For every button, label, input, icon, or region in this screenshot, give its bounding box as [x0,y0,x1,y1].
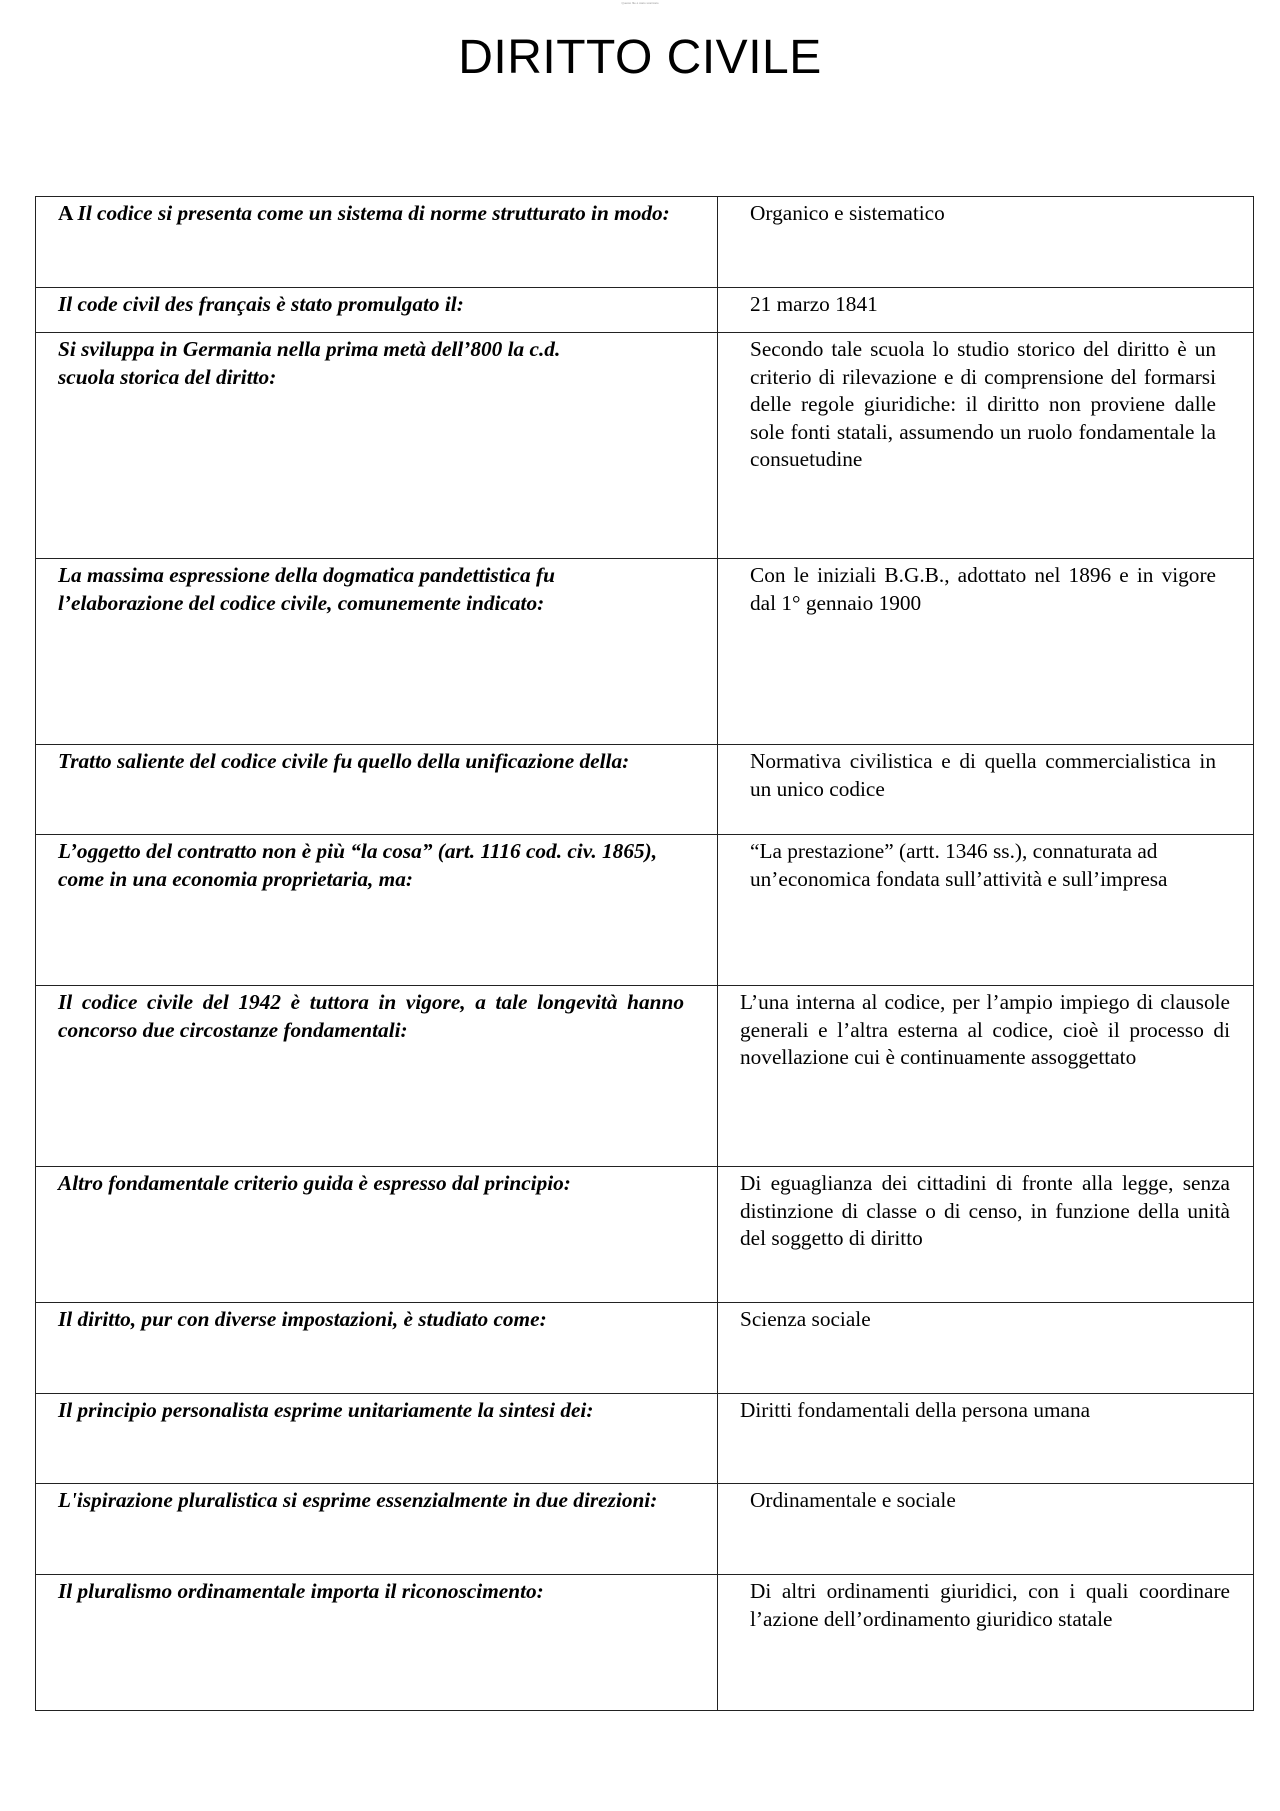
answer-cell [718,835,1254,986]
table-row [36,333,1254,559]
table-row [36,288,1254,333]
question-text: Il pluralismo ordinamentale importa il riconoscimento: [58,1579,544,1603]
table-row [36,745,1254,835]
question-prefix: A [58,201,78,225]
page-title: DIRITTO CIVILE [458,31,822,84]
answer-text: Scienza sociale [740,1307,871,1331]
question-text: Il codice civile del 1942 è tuttora in vigore, a tale longevità hanno concorso due circostanze fondamentali: [58,990,684,1042]
answer-cell [718,745,1254,835]
question-cell [36,197,718,288]
table-row [36,1167,1254,1303]
question-text: Il diritto, pur con diverse impostazioni, è studiato come: [58,1307,547,1331]
question-cell [36,1575,718,1711]
answer-cell [718,333,1254,559]
question-cell [36,1394,718,1484]
question-cell [36,288,718,333]
answer-text: Diritti fondamentali della persona umana [740,1398,1091,1422]
table-row [36,1303,1254,1394]
answer-cell [718,559,1254,745]
question-cell [36,333,718,559]
question-text: Si sviluppa in Germania nella prima metà dell’800 la c.d. scuola storica del diritto: [58,337,561,389]
answer-cell [718,1394,1254,1484]
question-cell [36,1167,718,1303]
question-text: L'ispirazione pluralistica si esprime essenzialmente in due direzioni: [58,1488,658,1512]
table-row [36,1575,1254,1711]
answer-text: Con le iniziali B.G.B., adottato nel 1896 e in vigore dal 1° gennaio 1900 [750,563,1216,615]
answer-cell [718,1484,1254,1575]
question-text: Tratto saliente del codice civile fu quello della unificazione della: [58,749,630,773]
answer-text: Di altri ordinamenti giuridici, con i quali coordinare l’azione dell’ordinamento giuridico statale [750,1579,1230,1631]
answer-cell [718,1167,1254,1303]
answer-text: L’una interna al codice, per l’ampio impiego di clausole generali e l’altra esterna al codice, cioè il processo di novellazione cui è continuamente assoggettato [740,990,1230,1069]
answer-cell [718,1303,1254,1394]
question-cell [36,559,718,745]
answer-text: “La prestazione” (artt. 1346 ss.), connaturata ad un’economica fondata sull’attività e sull’impresa [750,839,1168,891]
answer-text: Normativa civilistica e di quella commercialistica in un unico codice [750,749,1216,801]
question-cell [36,1303,718,1394]
answer-text: Di eguaglianza dei cittadini di fronte alla legge, senza distinzione di classe o di censo, in funzione della unità del soggetto di diritto [740,1171,1230,1250]
question-cell [36,986,718,1167]
answer-text: 21 marzo 1841 [750,292,878,316]
table-row [36,559,1254,745]
table-row [36,1394,1254,1484]
question-text: Il code civil des français è stato promulgato il: [58,292,464,316]
question-text: Altro fondamentale criterio guida è espresso dal principio: [58,1171,571,1195]
answer-text: Organico e sistematico [750,201,945,225]
answer-cell [718,197,1254,288]
page-header-note: Questo file è stato scaricato [621,1,659,5]
table-row [36,835,1254,986]
answer-cell [718,986,1254,1167]
answer-text: Ordinamentale e sociale [750,1488,956,1512]
table-row [36,1484,1254,1575]
answer-cell [718,288,1254,333]
table-row [36,197,1254,288]
question-text: Il codice si presenta come un sistema di norme strutturato in modo: [77,201,670,225]
table-row [36,986,1254,1167]
question-cell [36,835,718,986]
question-cell [36,745,718,835]
question-text: Il principio personalista esprime unitariamente la sintesi dei: [58,1398,594,1422]
question-cell [36,1484,718,1575]
question-text: La massima espressione della dogmatica pandettistica fu l’elaborazione del codice civile, comunemente indicato: [58,563,555,615]
question-text: L’oggetto del contratto non è più “la cosa” (art. 1116 cod. civ. 1865), come in una economia proprietaria, ma: [58,839,658,891]
qa-table [35,196,1254,1711]
answer-text: Secondo tale scuola lo studio storico del diritto è un criterio di rilevazione e di comprensione del formarsi delle regole giuridiche: il diritto non proviene dalle sole fonti statali, assumendo un ruolo fondamentale la consuetudine [750,337,1216,471]
answer-cell [718,1575,1254,1711]
